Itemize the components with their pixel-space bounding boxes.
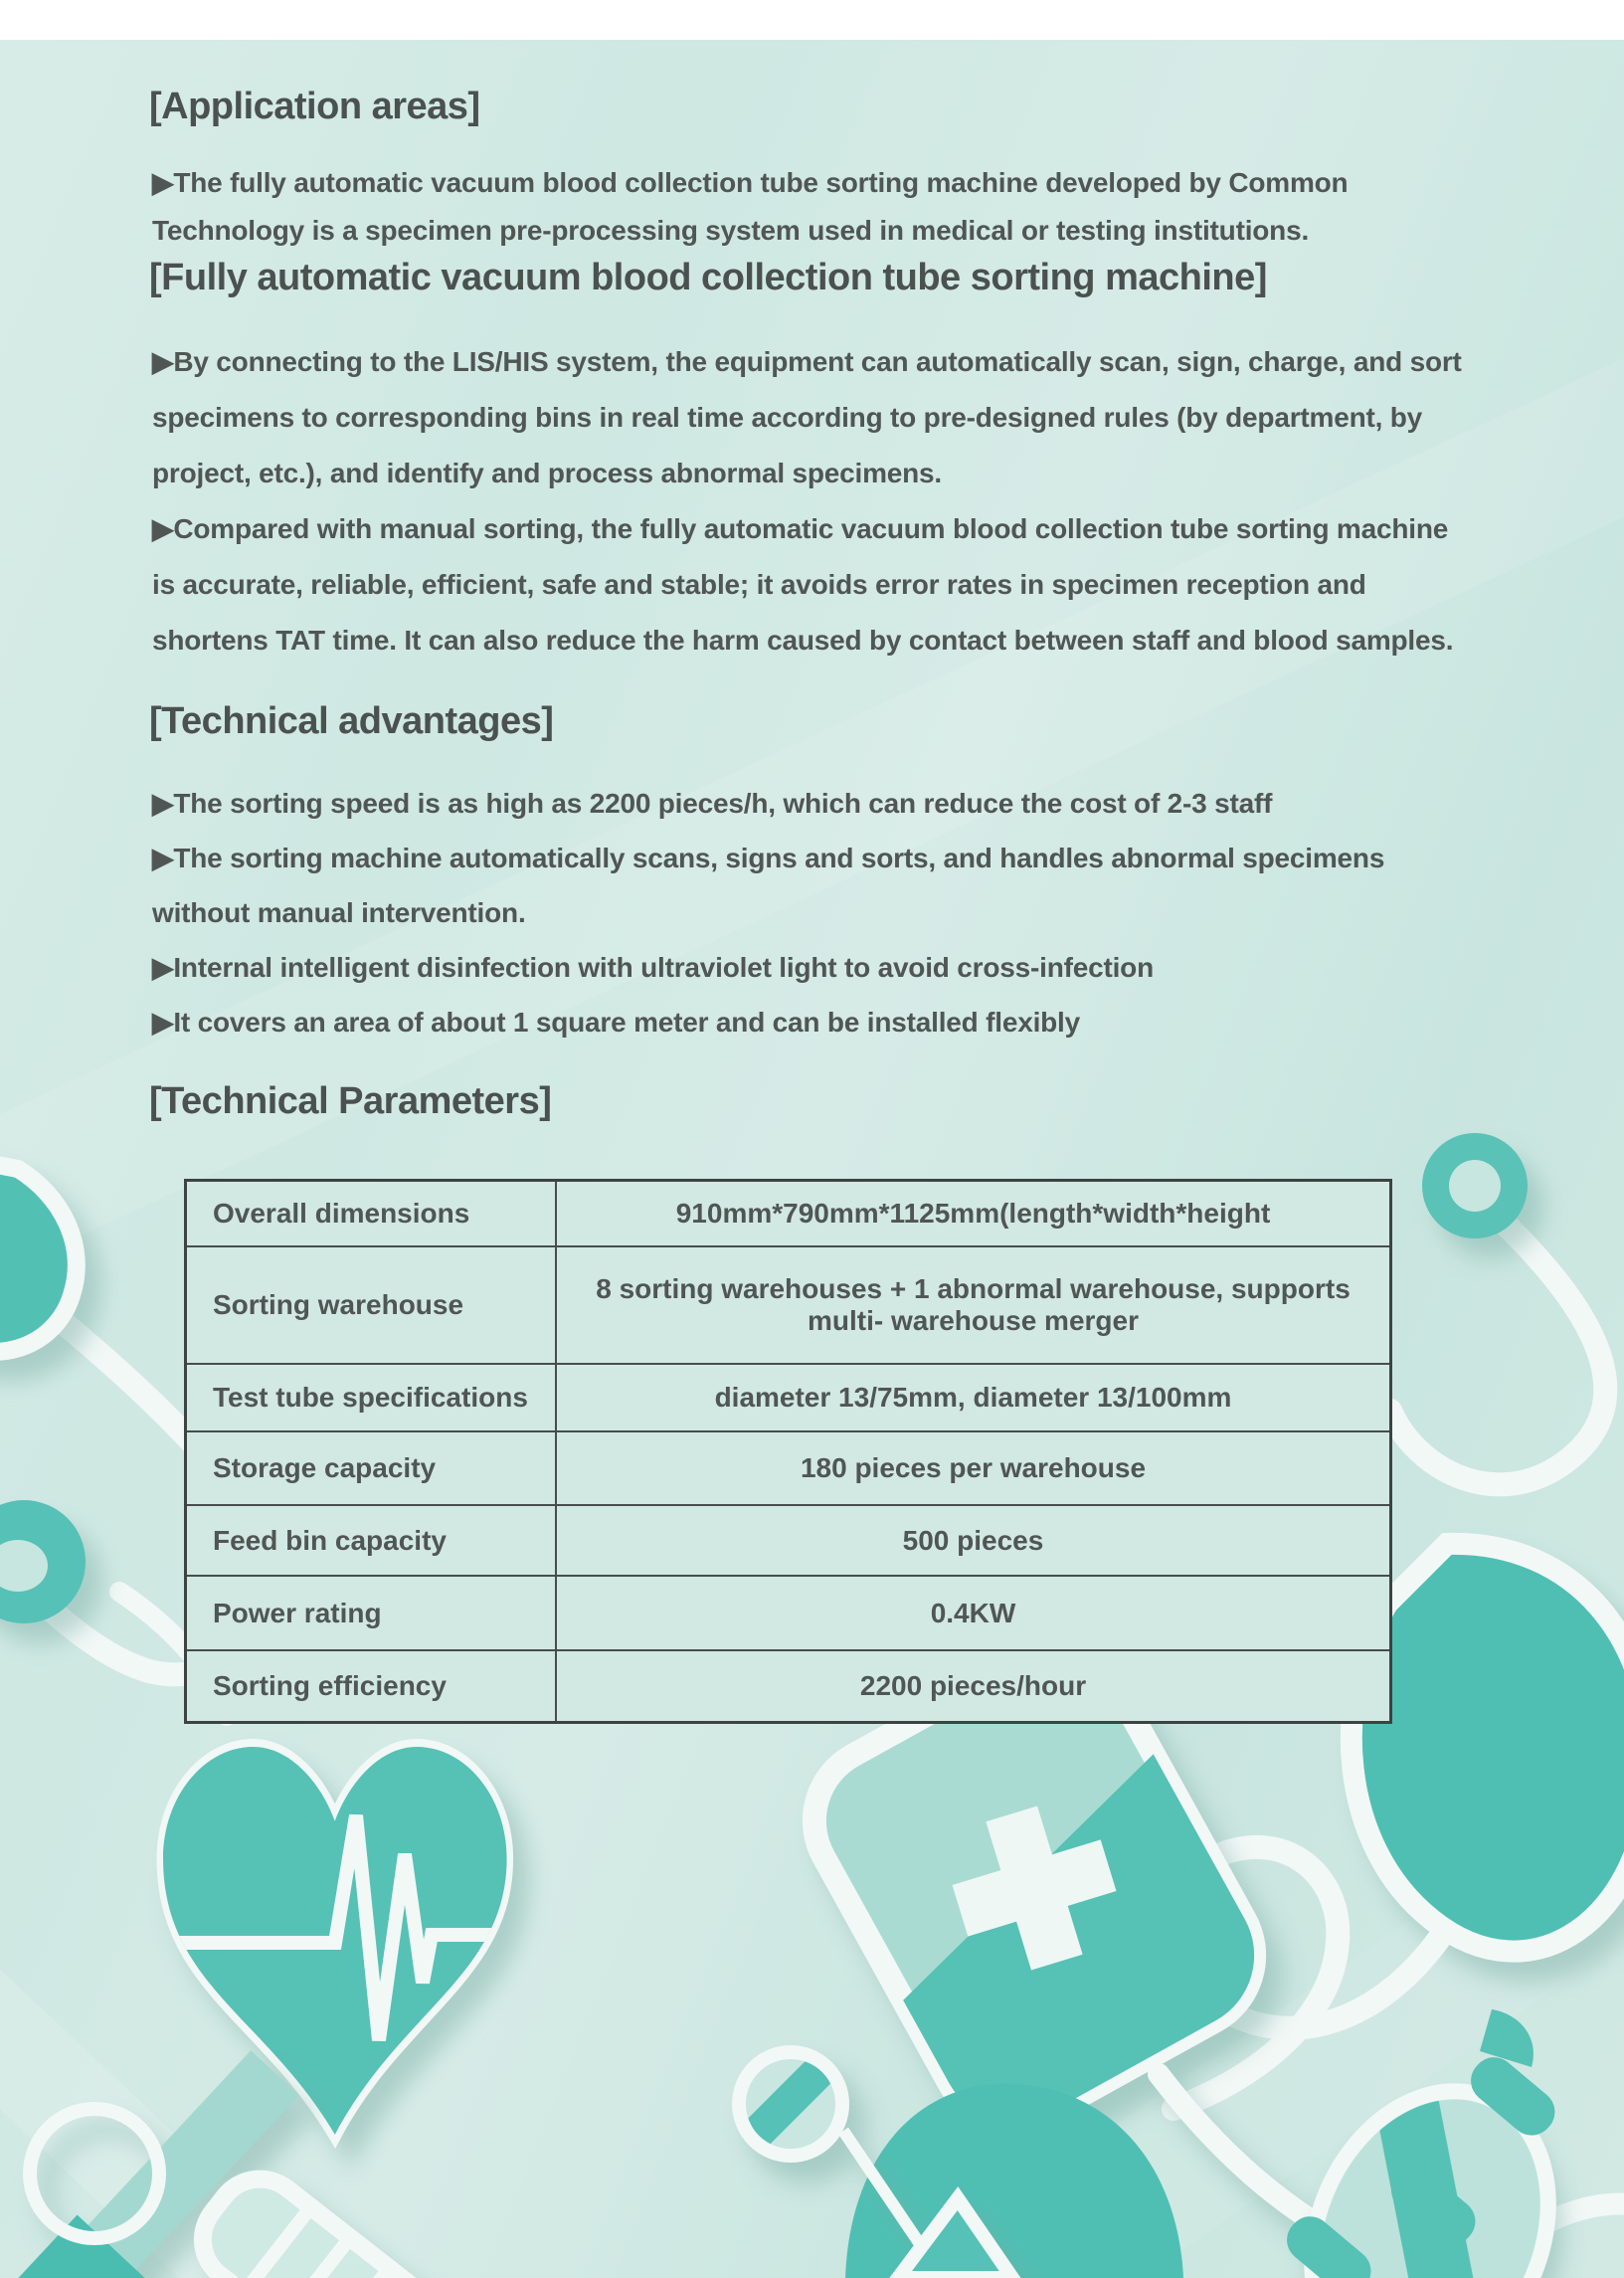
table-row xyxy=(187,1182,1389,1245)
table-row xyxy=(187,1245,1389,1363)
table-row xyxy=(187,1430,1389,1504)
heart-ecg-icon xyxy=(149,1747,517,2135)
param-value: 8 sorting warehouses + 1 abnormal warehouse, supports multi- warehouse merger xyxy=(596,1273,1351,1336)
param-value: 2200 pieces/hour xyxy=(859,1670,1087,1701)
param-label: Overall dimensions xyxy=(187,1182,557,1245)
param-label: Feed bin capacity xyxy=(187,1506,557,1575)
param-label: Sorting efficiency xyxy=(187,1651,557,1721)
table-row xyxy=(187,1504,1389,1575)
application-paragraph: ▶The fully automatic vacuum blood collection tube sorting machine developed by Common Technology is a specimen pre-processing system used in medical or testing institutions. xyxy=(152,167,1349,246)
param-value: 500 pieces xyxy=(902,1524,1044,1556)
table-row xyxy=(187,1575,1389,1649)
param-value: 180 pieces per warehouse xyxy=(800,1452,1147,1483)
machine-paragraph-2: ▶Compared with manual sorting, the fully automatic vacuum blood collection tube sorting machine is accurate, reliable, efficient, safe and stable; it avoids error rates in specimen reception and shortens TAT time. It can also reduce the harm caused by contact between staff and blood samples. xyxy=(152,513,1454,656)
section-heading-advantages: [Technical advantages] xyxy=(149,700,554,742)
advantage-item: ▶It covers an area of about 1 square meter and can be installed flexibly xyxy=(152,1007,1081,1038)
top-white-band xyxy=(0,0,1624,40)
left-donut-icon xyxy=(0,1500,86,1623)
machine-paragraph-1: ▶By connecting to the LIS/HIS system, the equipment can automatically scan, sign, charge, and sort specimens to corresponding bins in real time according to pre-designed rules (by department, by project, etc.), and identify and process abnormal specimens. xyxy=(152,346,1462,488)
parameters-table xyxy=(184,1179,1392,1724)
section-heading-parameters: [Technical Parameters] xyxy=(149,1080,552,1122)
advantage-item: ▶The sorting speed is as high as 2200 pieces/h, which can reduce the cost of 2-3 staff xyxy=(152,788,1273,819)
table-row xyxy=(187,1649,1389,1721)
machine-paragraphs xyxy=(152,334,1470,668)
table-row xyxy=(187,1363,1389,1430)
advantage-item: ▶Internal intelligent disinfection with ultraviolet light to avoid cross-infection xyxy=(152,952,1154,983)
param-value: diameter 13/75mm, diameter 13/100mm xyxy=(714,1382,1232,1413)
section-heading-application: [Application areas] xyxy=(149,86,480,127)
param-label: Storage capacity xyxy=(187,1432,557,1504)
param-value: 910mm*790mm*1125mm(length*width*height xyxy=(675,1198,1271,1229)
param-label: Sorting warehouse xyxy=(187,1247,557,1363)
param-label: Test tube specifications xyxy=(187,1365,557,1430)
param-value: 0.4KW xyxy=(930,1597,1016,1628)
param-label: Power rating xyxy=(187,1577,557,1649)
advantage-item: ▶The sorting machine automatically scans, signs and sorts, and handles abnormal specimens without manual intervention. xyxy=(152,843,1385,928)
section-heading-machine: [Fully automatic vacuum blood collection tube sorting machine] xyxy=(149,257,1267,298)
advantages-list xyxy=(152,776,1475,1049)
